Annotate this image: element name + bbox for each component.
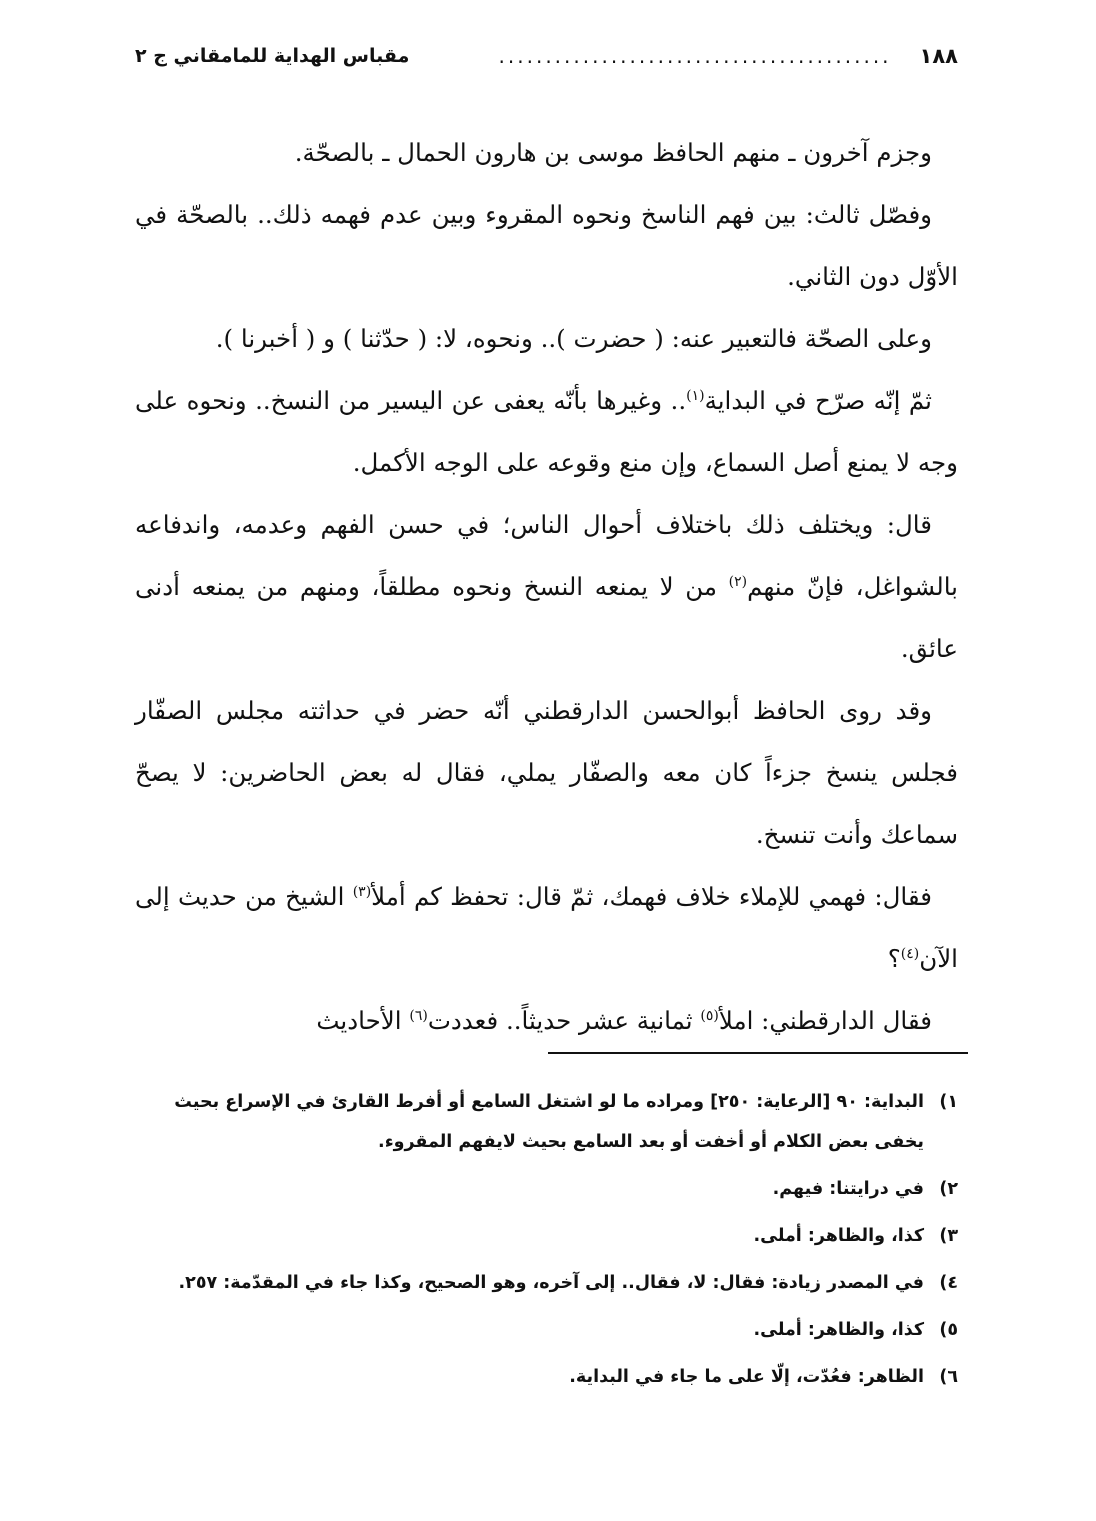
footnote-2 (130, 1169, 958, 1209)
paragraph-7: فقال: فهمي للإملاء خلاف فهمك، ثمّ قال: تحفظ كم أملأ$^{(٣)}$ الشيخ من حديث إلى الآن$^{(٤)}$؟ (135, 882, 958, 973)
footnote-number: ٦) (939, 1367, 958, 1387)
running-title: مقباس الهداية للمامقاني ج ٢ (135, 45, 410, 67)
footnote-text: كذا، والظاهر: أملى. (753, 1226, 924, 1246)
footnote-1 (130, 1082, 958, 1162)
footnote-number: ٤) (939, 1273, 958, 1293)
footnote-divider (548, 1052, 968, 1054)
footnote-text: الظاهر: فعُدّت، إلّا على ما جاء في البداية. (569, 1367, 924, 1387)
footnote-number: ٥) (939, 1320, 958, 1340)
page-number: ١٨٨ (919, 44, 958, 68)
footnote-number: ٣) (939, 1226, 958, 1246)
footnote-text: كذا، والظاهر: أملى. (753, 1320, 924, 1340)
footnote-number: ٢) (939, 1179, 958, 1199)
footnote-ref-3: (٣) (352, 883, 372, 900)
footnote-number: ١) (939, 1092, 958, 1112)
footnote-ref-2: (٢) (728, 573, 748, 590)
footnote-ref-4: (٤) (900, 945, 920, 962)
paragraph-6: وقد روى الحافظ أبوالحسن الدارقطني أنّه حضر في حداثته مجلس الصفّار فجلس ينسخ جزءاً كان معه والصفّار يملي، فقال له بعض الحاضرين: لا يصحّ سماعك وأنت تنسخ. (135, 696, 958, 849)
main-text (135, 122, 958, 1052)
paragraph-2: وفصّل ثالث: بين فهم الناسخ ونحوه المقروء وبين عدم فهمه ذلك.. بالصحّة في الأوّل دون الثاني. (135, 200, 958, 291)
footnote-text: في المصدر زيادة: فقال: لا، فقال.. إلى آخره، وهو الصحيح، وكذا جاء في المقدّمة: ٢٥٧. (178, 1273, 924, 1293)
paragraph-4: ثمّ إنّه صرّح في البداية$^{(١)}$.. وغيرها بأنّه يعفى عن اليسير من النسخ.. ونحوه على وجه لا يمنع أصل السماع، وإن منع وقوعه على الوجه الأكمل. (135, 386, 958, 477)
footnote-3 (130, 1216, 958, 1256)
footnote-ref-6: (٦) (409, 1007, 428, 1024)
footnote-ref-1: (١) (686, 387, 705, 404)
header-dot-leader: .......................................... (498, 44, 892, 68)
paragraph-5: قال: ويختلف ذلك باختلاف أحوال الناس؛ في حسن الفهم وعدمه، واندفاعه بالشواغل، فإنّ منهم$^{(٢)}$ من لا يمنعه النسخ ونحوه مطلقاً، ومنهم من يمنعه أدنى عائق. (135, 510, 959, 663)
footnote-6 (130, 1357, 958, 1397)
page-header (135, 36, 958, 76)
footnote-text: البداية: ٩٠ [الرعاية: ٢٥٠] ومراده ما لو اشتغل السامع أو أفرط القارئ في الإسراع بحيث يخفى بعض الكلام أو أخفت أو بعد السامع بحيث لايفهم المقروء. (174, 1092, 924, 1152)
paragraph-8: فقال الدارقطني: املأ$^{(٥)}$ ثمانية عشر حديثاً.. فعددت$^{(٦)}$ الأحاديث (316, 1006, 932, 1035)
paragraph-1: وجزم آخرون ـ منهم الحافظ موسى بن هارون الحمال ـ بالصحّة. (294, 138, 932, 167)
footnotes (130, 1082, 958, 1404)
footnote-5 (130, 1310, 958, 1350)
footnote-text: في درايتنا: فيهم. (772, 1179, 924, 1199)
paragraph-3: وعلى الصحّة فالتعبير عنه: ( حضرت ).. ونحوه، لا: ( حدّثنا ) و ( أخبرنا ). (215, 324, 932, 353)
footnote-4 (130, 1263, 958, 1303)
footnote-ref-5: (٥) (700, 1007, 719, 1024)
